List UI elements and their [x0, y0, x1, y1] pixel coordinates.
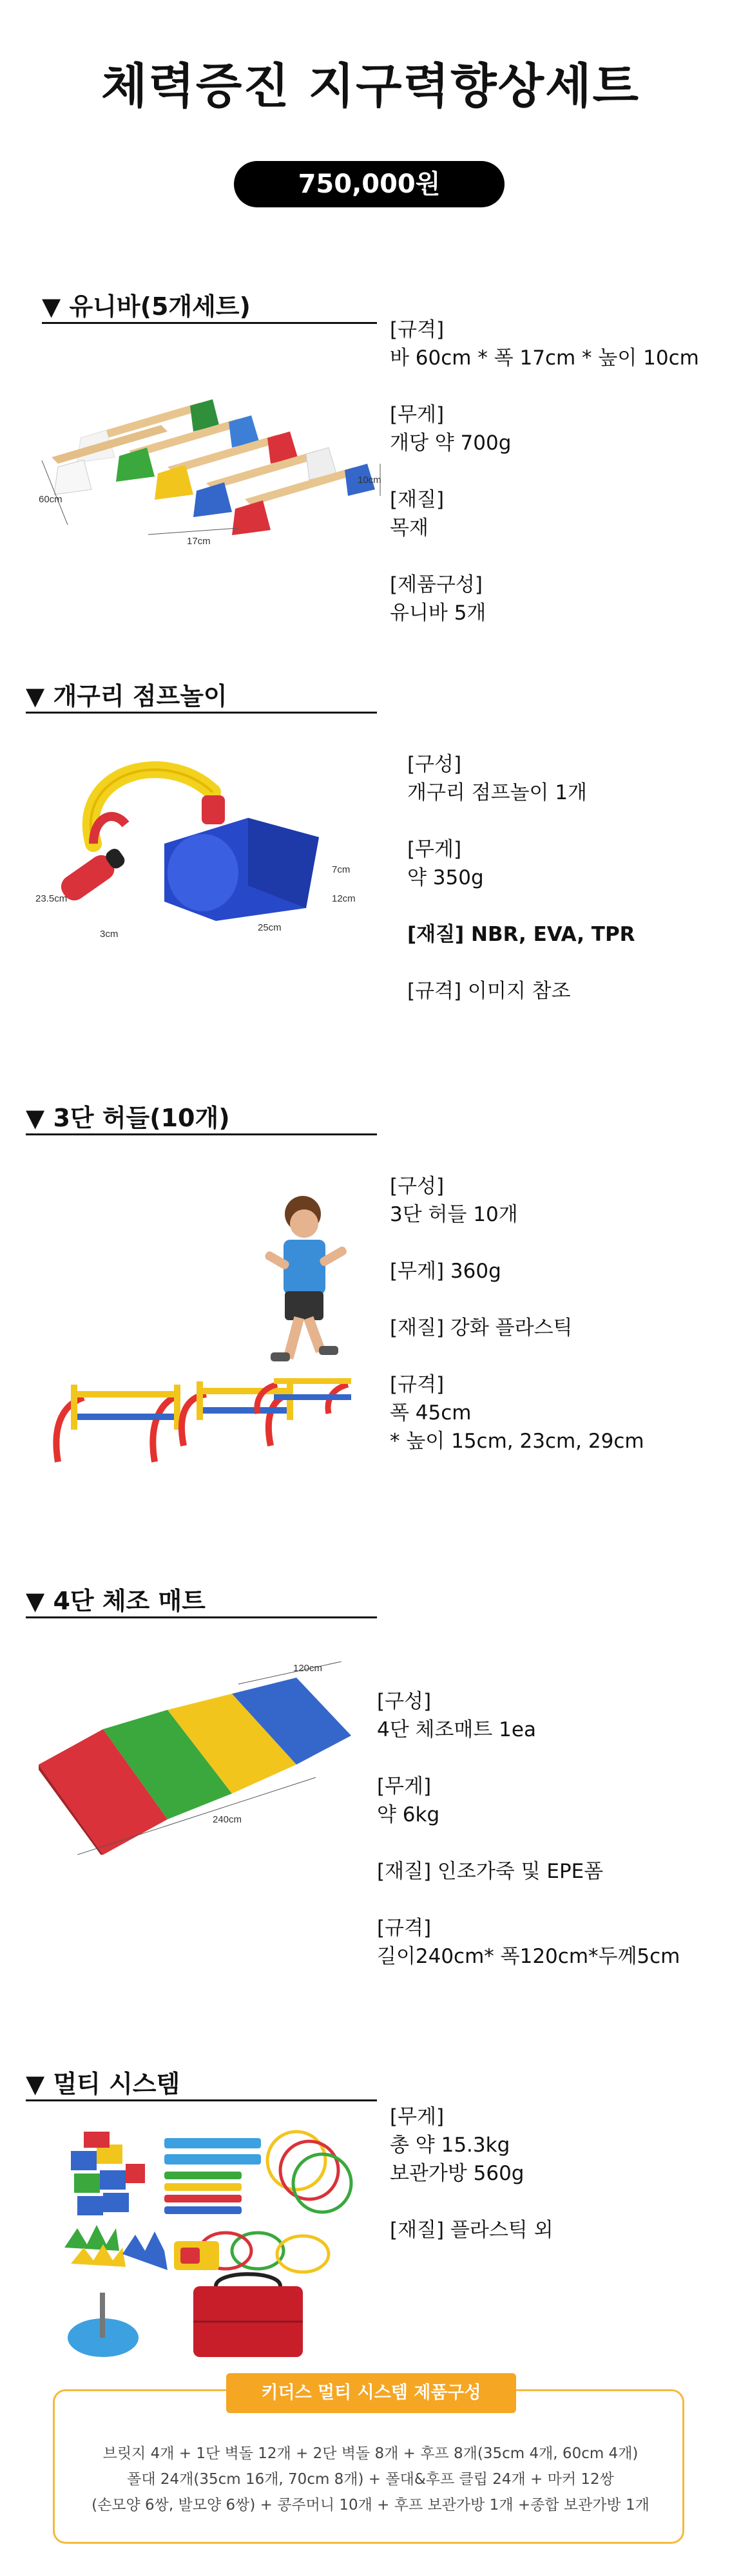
- spec-line: [구성]: [390, 1175, 445, 1198]
- section-divider: [26, 712, 377, 714]
- spec-line: [규격] 이미지 참조: [407, 980, 571, 1003]
- hurdle-product-image: [45, 1191, 380, 1475]
- spec-line: 목재: [390, 516, 428, 540]
- dim-label: 25cm: [258, 922, 282, 933]
- dim-label: 17cm: [187, 536, 211, 547]
- spec-line: 개구리 점프놀이 1개: [407, 781, 587, 804]
- price-badge: 750,000원: [234, 161, 505, 207]
- dim-label: 240cm: [213, 1814, 242, 1825]
- spec-line: [규격]: [390, 1373, 445, 1396]
- spec-list-frog-jump: [407, 750, 635, 1005]
- brick-stack-graphic: [71, 2132, 145, 2215]
- pole-set-graphic: [164, 2138, 261, 2214]
- spec-line: 4단 체조매트 1ea: [377, 1718, 536, 1741]
- spec-line: * 높이 15cm, 23cm, 29cm: [390, 1430, 644, 1453]
- marker-set-graphic: [64, 2225, 219, 2270]
- components-line: 폴대 24개(35cm 16개, 70cm 8개) + 폴대&후프 클립 24개 + 마커 12쌍: [127, 2471, 614, 2488]
- spec-line: [규격]: [390, 318, 445, 341]
- section-divider: [26, 1616, 377, 1618]
- components-line: (손모양 6쌍, 발모양 6쌍) + 콩주머니 10개 + 후프 보관가방 1개 +종합 보관가방 1개: [91, 2497, 650, 2514]
- spec-line: 약 6kg: [377, 1803, 440, 1826]
- spec-list-multi-system: [390, 2103, 553, 2244]
- spec-line: 총 약 15.3kg: [390, 2134, 510, 2157]
- spec-line: [재질] 인조가죽 및 EPE폼: [377, 1860, 604, 1883]
- spec-line: [무게]: [390, 403, 445, 426]
- components-badge: 키더스 멀티 시스템 제품구성: [226, 2373, 516, 2413]
- dim-label: 23.5cm: [35, 893, 68, 904]
- spec-line: 유니바 5개: [390, 601, 486, 625]
- spec-line: 개당 약 700g: [390, 431, 512, 455]
- section-heading-hurdle: ▼ 3단 허들(10개): [26, 1104, 230, 1132]
- spec-line: 보관가방 560g: [390, 2162, 524, 2185]
- section-heading-unibar: ▼ 유니바(5개세트): [42, 292, 251, 321]
- multi-system-product-image: [64, 2125, 361, 2367]
- spec-line: 3단 허들 10개: [390, 1203, 518, 1226]
- hurdle-graphic: [56, 1378, 351, 1462]
- frog-jump-product-image: [35, 747, 370, 953]
- dim-label: 12cm: [332, 893, 356, 904]
- spec-line: [재질] NBR, EVA, TPR: [407, 923, 635, 946]
- dim-label: 60cm: [39, 494, 63, 505]
- section-heading-frog-jump: ▼ 개구리 점프놀이: [26, 682, 227, 710]
- spec-list-unibar: [390, 316, 699, 627]
- spec-list-hurdle: [390, 1172, 644, 1455]
- spec-line: [무게]: [407, 838, 462, 861]
- spec-line: [무게]: [390, 2105, 445, 2128]
- section-heading-multi-system: ▼ 멀티 시스템: [26, 2070, 180, 2098]
- gym-mat-graphic: [39, 1678, 351, 1855]
- spec-line: [재질]: [390, 488, 445, 511]
- spec-line: [재질] 플라스틱 외: [390, 2219, 553, 2242]
- spec-line: 약 350g: [407, 866, 484, 889]
- spec-line: 길이240cm* 폭120cm*두께5cm: [377, 1945, 680, 1968]
- section-divider: [42, 322, 377, 324]
- spec-line: 폭 45cm: [390, 1401, 472, 1425]
- spec-line: 바 60cm * 폭 17cm * 높이 10cm: [390, 346, 699, 370]
- spec-line: [제품구성]: [390, 573, 483, 596]
- spec-line: [규격]: [377, 1917, 432, 1940]
- unibar-product-image: [32, 380, 393, 567]
- child-figure: [264, 1196, 348, 1361]
- page-title: 체력증진 지구력향상세트: [101, 59, 640, 114]
- dim-label: 10cm: [358, 475, 381, 486]
- section-heading-gym-mat: ▼ 4단 체조 매트: [26, 1587, 206, 1615]
- dim-label: 120cm: [293, 1663, 323, 1674]
- spec-line: [무게]: [377, 1775, 432, 1798]
- dim-label: 7cm: [332, 864, 351, 875]
- spec-line: [무게] 360g: [390, 1260, 501, 1283]
- spec-list-gym-mat: [377, 1687, 680, 1971]
- section-divider: [26, 2099, 377, 2101]
- unibar-set-graphic: [52, 399, 375, 535]
- spec-line: [구성]: [407, 753, 462, 776]
- components-line: 브릿지 4개 + 1단 벽돌 12개 + 2단 벽돌 8개 + 후프 8개(35cm 4개, 60cm 4개): [102, 2445, 639, 2462]
- spec-line: [재질] 강화 플라스틱: [390, 1316, 573, 1340]
- gym-mat-product-image: [26, 1662, 361, 1855]
- section-divider: [26, 1133, 377, 1135]
- spec-line: [구성]: [377, 1690, 432, 1713]
- dim-label: 3cm: [100, 929, 119, 940]
